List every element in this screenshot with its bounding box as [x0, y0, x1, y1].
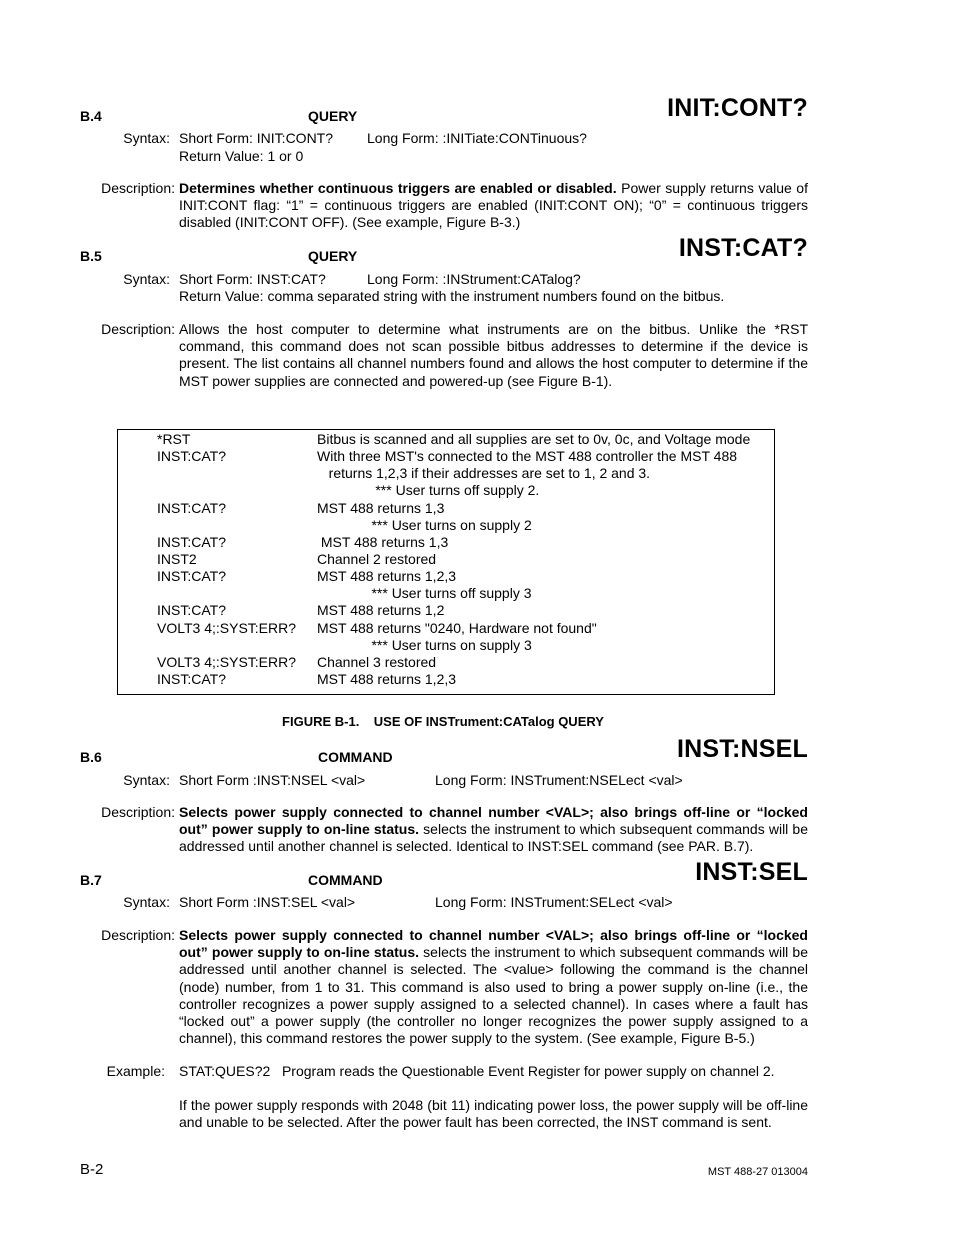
example-label: Example: — [106, 1063, 165, 1079]
description-bold: Selects power supply connected to channel number <VAL>; also brings off-line or “locked out” power supply to on-line status. — [179, 804, 808, 838]
description-bold: Selects power supply connected to channel number <VAL>; also brings off-line or “locked out” power supply to on-line status. — [179, 927, 808, 961]
figure-command: VOLT3 4;:SYST:ERR? — [157, 654, 297, 670]
page-number: B-2 — [80, 1161, 104, 1178]
figure-row — [118, 620, 774, 637]
figure-description: *** User turns on supply 3 — [317, 637, 532, 653]
description-text — [179, 927, 808, 1047]
return-value: Return Value: 1 or 0 — [179, 148, 304, 164]
section-number: B.4 — [80, 108, 102, 124]
short-form: Short Form :INST:SEL <val> — [179, 894, 356, 910]
section-number: B.6 — [80, 749, 102, 765]
figure-command: INST:CAT? — [157, 602, 226, 618]
figure-description: Channel 3 restored — [317, 654, 437, 670]
figure-description: returns 1,2,3 if their addresses are set to 1, 2 and 3. — [317, 465, 651, 481]
description-label: Description: — [101, 804, 175, 820]
syntax-label: Syntax: — [123, 894, 170, 910]
long-form: Long Form: INSTrument:NSELect <val> — [435, 772, 683, 788]
short-form: Short Form :INST:NSEL <val> — [179, 772, 366, 788]
figure-command: INST:CAT? — [157, 568, 226, 584]
section-title: INIT:CONT? — [667, 94, 808, 122]
figure-description: MST 488 returns 1,2,3 — [317, 568, 457, 584]
figure-row — [118, 551, 774, 568]
figure-command: INST2 — [157, 551, 197, 567]
figure-row — [118, 465, 774, 482]
description-rest: selects the instrument to which subsequent commands will be addressed until another channel is selected. Identical to INST:SEL command (see PAR. B.7). — [179, 821, 809, 855]
long-form: Long Form: :INITiate:CONTinuous? — [367, 130, 587, 146]
figure-row — [118, 517, 774, 534]
description-bold: Determines whether continuous triggers are enabled or disabled. — [179, 180, 617, 196]
return-value: Return Value: comma separated string with the instrument numbers found on the bitbus. — [179, 288, 725, 304]
figure-row — [118, 448, 774, 465]
section-kind: QUERY — [308, 248, 358, 264]
figure-row — [118, 534, 774, 551]
figure-row — [118, 637, 774, 654]
syntax-label: Syntax: — [123, 772, 170, 788]
figure-description: Channel 2 restored — [317, 551, 437, 567]
figure-command: VOLT3 4;:SYST:ERR? — [157, 620, 297, 636]
description-rest: selects the instrument to which subsequent commands will be addressed until another channel is selected. The <value> following the command is the channel (node) number, from 1 to 31. This command is also used to bring a power supply on-line (i.e., the controller recognizes a power supply assigned to a selected channel). In cases where a fault has “locked out” a power supply (the controller no longer recognizes the power supply assigned to a channel), this command restores the power supply to the system. (See example, Figure B-5.) — [179, 944, 809, 1047]
description-label: Description: — [101, 927, 175, 943]
section-kind: COMMAND — [308, 872, 383, 888]
figure-b1-box — [117, 429, 775, 695]
figure-command: INST:CAT? — [157, 671, 226, 687]
figure-command: INST:CAT? — [157, 500, 226, 516]
figure-description: MST 488 returns 1,2 — [317, 602, 445, 618]
figure-description: MST 488 returns "0240, Hardware not found" — [317, 620, 597, 636]
short-form: Short Form: INIT:CONT? — [179, 130, 334, 146]
figure-row — [118, 602, 774, 619]
short-form: Short Form: INST:CAT? — [179, 271, 326, 287]
figure-row — [118, 654, 774, 671]
description-label: Description: — [101, 321, 175, 337]
example-text: STAT:QUES?2 Program reads the Questionable Event Register for power supply on channel 2. — [179, 1063, 775, 1079]
figure-command: INST:CAT? — [157, 448, 226, 464]
figure-command: *RST — [157, 431, 191, 447]
figure-row — [118, 585, 774, 602]
syntax-label: Syntax: — [123, 130, 170, 146]
section-title: INST:NSEL — [677, 735, 808, 763]
long-form: Long Form: INSTrument:SELect <val> — [435, 894, 673, 910]
figure-description: *** User turns off supply 2. — [317, 482, 540, 498]
figure-description: With three MST's connected to the MST 488 controller the MST 488 — [317, 448, 738, 464]
description-text: Allows the host computer to determine what instruments are on the bitbus. Unlike the *RST command, this command does not scan possible bitbus addresses to determine if the device is present. The list contains all channel numbers found and allows the host computer to determine if the MST power supplies are connected and powered-up (see Figure B-1). — [179, 321, 808, 389]
syntax-label: Syntax: — [123, 271, 170, 287]
figure-command: INST:CAT? — [157, 534, 226, 550]
section-title: INST:CAT? — [678, 234, 808, 262]
figure-row — [118, 671, 774, 688]
section-number: B.7 — [80, 872, 102, 888]
section-number: B.5 — [80, 248, 102, 264]
figure-caption: FIGURE B-1. USE OF INSTrument:CATalog QUERY — [282, 714, 604, 729]
figure-row — [118, 482, 774, 499]
figure-description: Bitbus is scanned and all supplies are set to 0v, 0c, and Voltage mode — [317, 431, 751, 447]
long-form: Long Form: :INStrument:CATalog? — [367, 271, 581, 287]
figure-description: MST 488 returns 1,2,3 — [317, 671, 457, 687]
figure-description: MST 488 returns 1,3 — [317, 534, 449, 550]
description-text — [179, 804, 808, 856]
section-title: INST:SEL — [695, 858, 808, 886]
description-text — [179, 180, 808, 232]
example-paragraph: If the power supply responds with 2048 (bit 11) indicating power loss, the power supply will be off-line and unable to be selected. After the power fault has been corrected, the INST command is sent. — [179, 1097, 808, 1131]
figure-row — [118, 568, 774, 585]
document-id: MST 488-27 013004 — [707, 1166, 808, 1178]
description-label: Description: — [101, 180, 175, 196]
figure-description: *** User turns off supply 3 — [317, 585, 532, 601]
figure-description: *** User turns on supply 2 — [317, 517, 532, 533]
section-kind: COMMAND — [318, 749, 393, 765]
section-kind: QUERY — [308, 108, 358, 124]
description-rest: Power supply returns value of INIT:CONT flag: “1” = continuous triggers are enabled (INIT:CONT ON); “0” = continuous triggers disabled (INIT:CONT OFF). (See example, Figure B-3.) — [179, 180, 808, 231]
figure-row — [118, 500, 774, 517]
figure-row — [118, 431, 774, 448]
figure-description: MST 488 returns 1,3 — [317, 500, 445, 516]
